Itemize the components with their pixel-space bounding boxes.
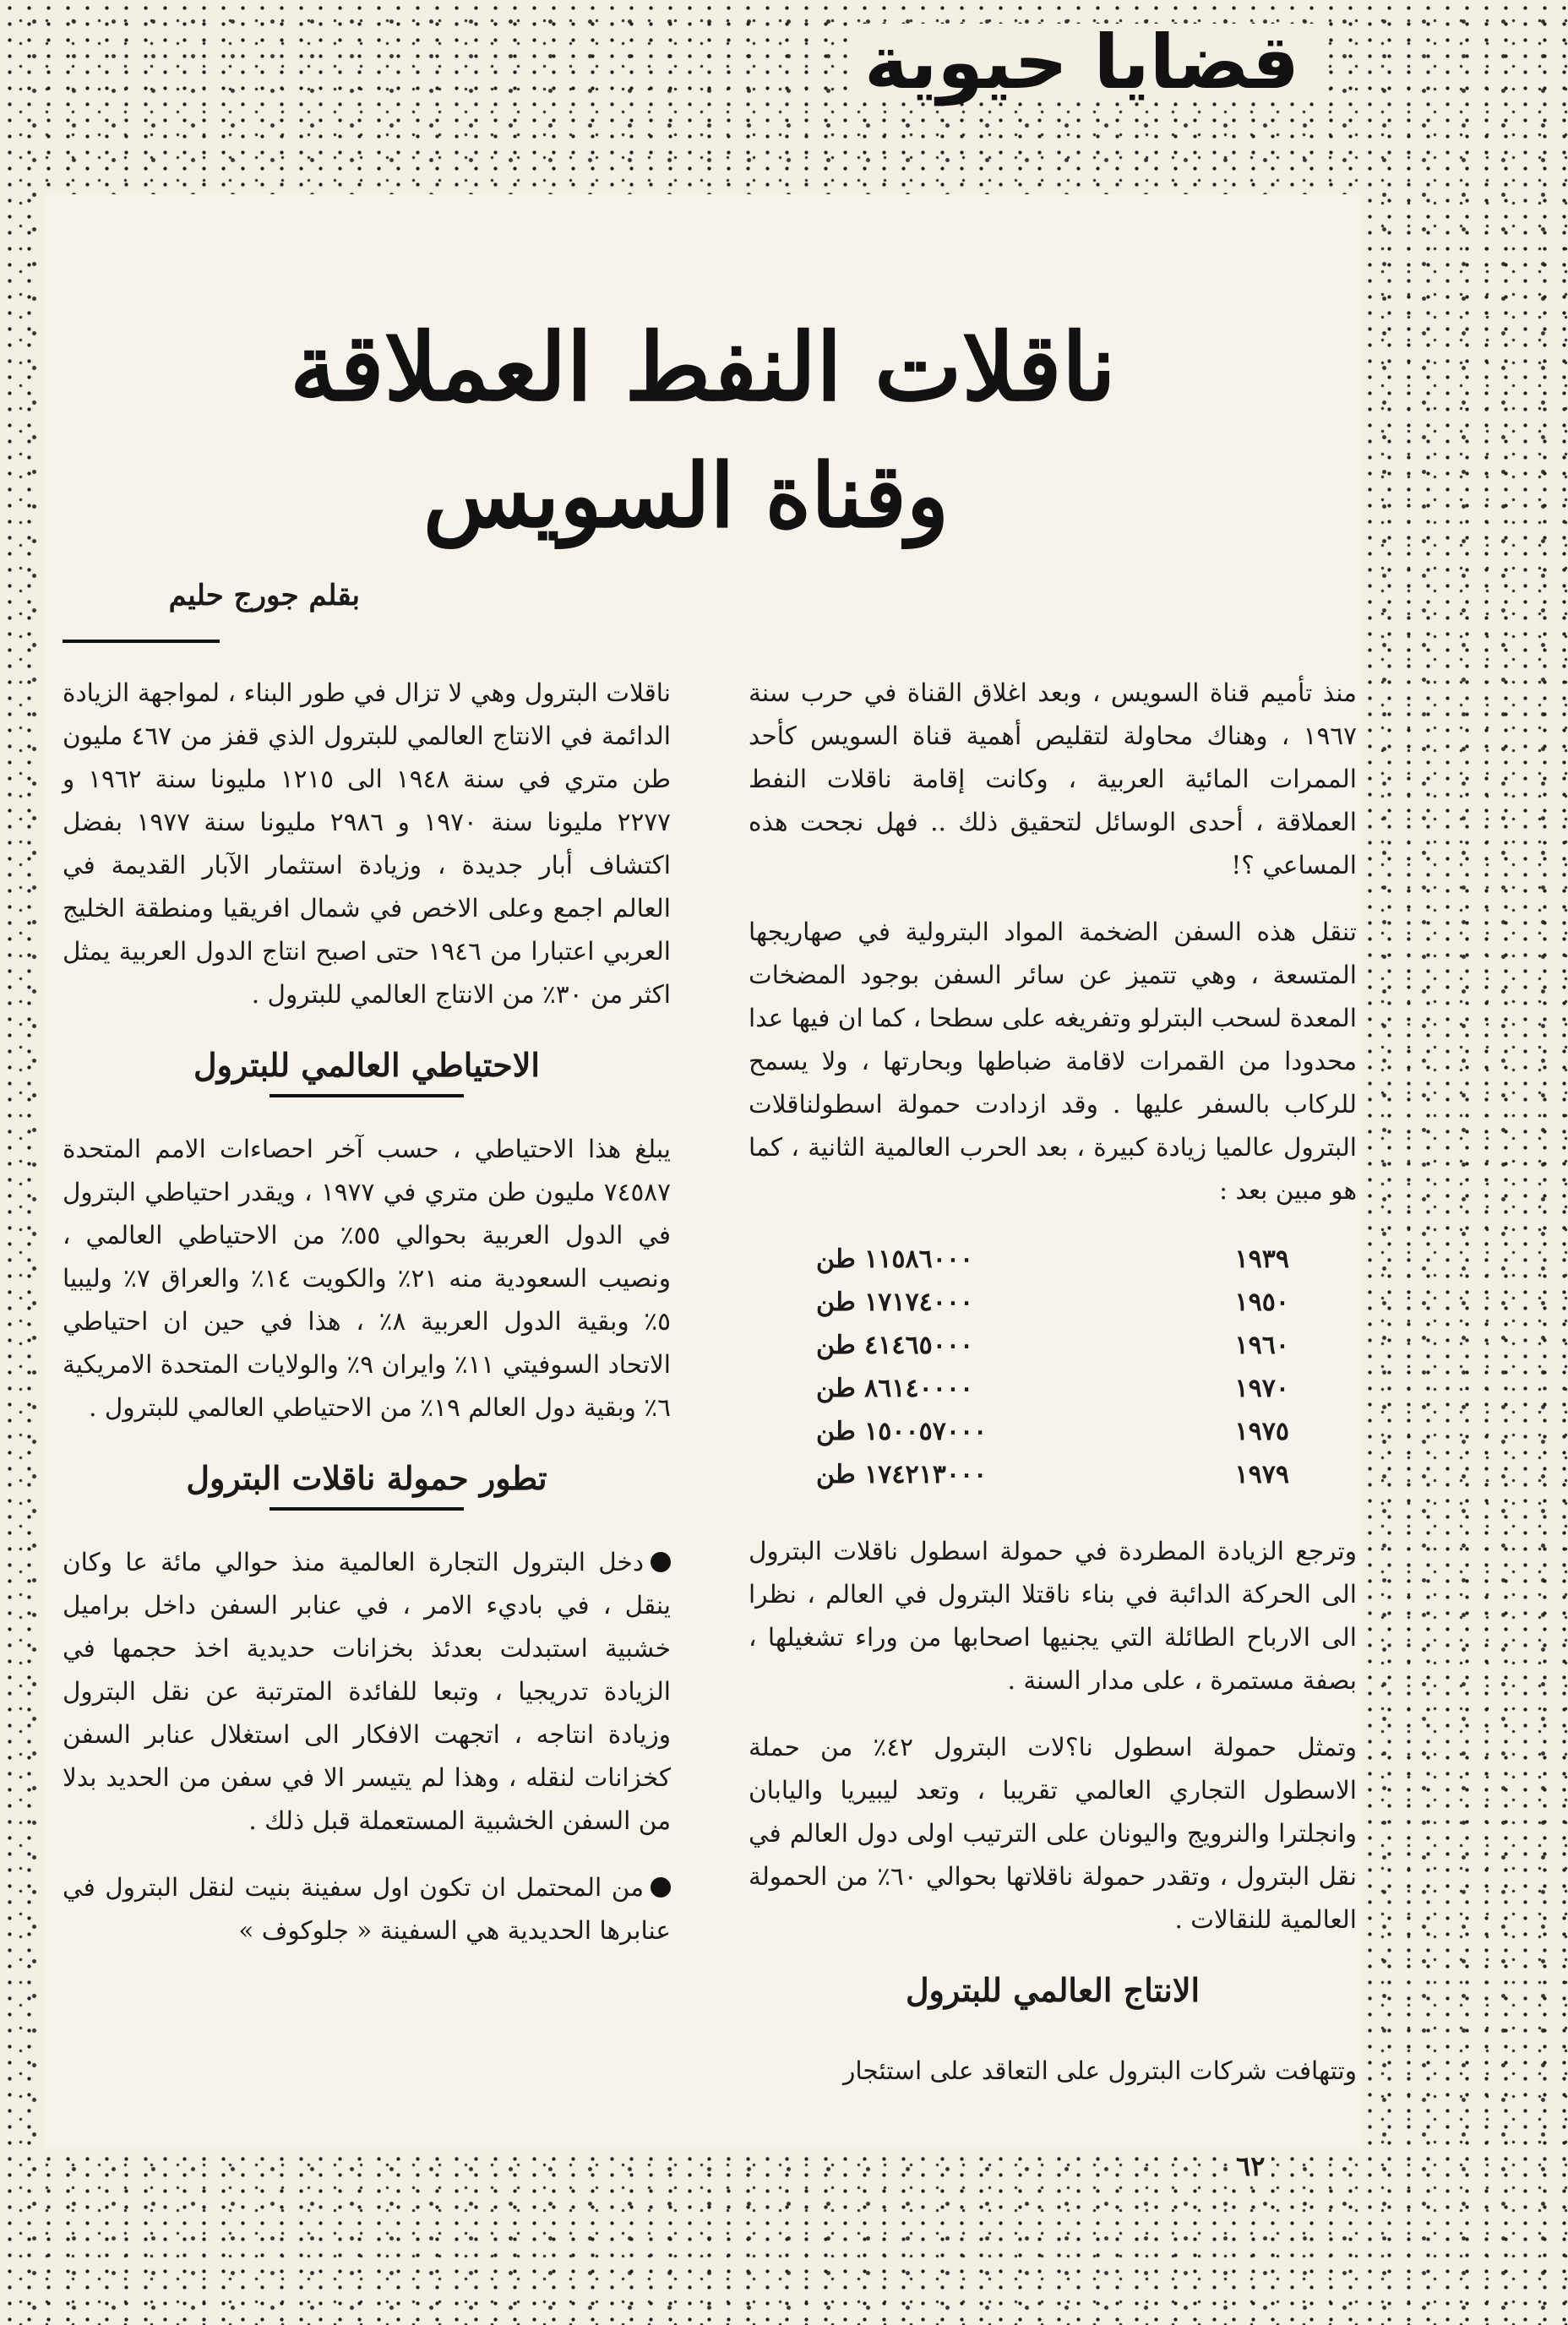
paragraph-text: دخل البترول التجارة العالمية منذ حوالي مائة عا وكان ينقل ، في باديء الامر ، في عنابر السفن داخل براميل خشبية استبدلت بعدئذ بخزانات حديدية اخذ حجمها في الزيادة تدريجيا ، وتبعا للفائدة المترتبة عن نقل البترول وزيادة انتاجه ، اتجهت الافكار الى استغلال عنابر السفن كخزانات لنقله ، وهذا لم يتيسر الا في سفن من الحديد بدلا من السفن الخشبية المستعملة قبل ذلك . bbox=[63, 1548, 671, 1835]
bullet-icon bbox=[651, 1552, 671, 1572]
table-cell-year: ١٩٥٠ bbox=[1234, 1288, 1289, 1317]
byline-divider bbox=[63, 640, 220, 643]
table-cell-year: ١٩٦٠ bbox=[1234, 1331, 1289, 1360]
left-column bbox=[63, 672, 671, 1976]
table-cell-tons: ١٥٠٠٥٧٠٠٠ طن bbox=[816, 1417, 988, 1446]
page-number: ٦٢ bbox=[1229, 2150, 1271, 2182]
paragraph: وترجع الزيادة المطردة في حمولة اسطول ناقلات البترول الى الحركة الدائبة في بناء ناقتلا البترول في العالم ، نظرا الى الارباح الطائلة التي يجنيها اصحابها من وراء تشغيلها ، بصفة مستمرة ، على مدار السنة . bbox=[749, 1537, 1357, 1695]
table-row bbox=[816, 1367, 1289, 1410]
paragraph: تنقل هذه السفن الضخمة المواد البترولية في صهاريجها المتسعة ، وهي تتميز عن سائر السفن بوجود المضخات المعدة لسحب البترلو وتفريغه على سطحا ، كما ان فيها عدا محدودا من القمرات لاقامة ضباطها وبحارتها ، ولا يسمح للركاب بالسفر عليها . وقد ازدادت حمولة اسطولناقلات البترول عالميا زيادة كبيرة ، بعد الحرب العالمية الثانية ، كما هو مبين بعد : bbox=[749, 917, 1357, 1205]
bulleted-paragraph bbox=[63, 1541, 671, 1843]
section-heading: تطور حمولة ناقلات البترول bbox=[186, 1459, 547, 1497]
heading-divider bbox=[270, 1094, 464, 1097]
table-cell-year: ١٩٧٩ bbox=[1234, 1460, 1289, 1489]
section-heading: الاحتياطي العالمي للبترول bbox=[193, 1046, 540, 1084]
table-cell-year: ١٩٧٠ bbox=[1234, 1374, 1289, 1403]
paragraph-text: من المحتمل ان تكون اول سفينة بنيت لنقل البترول في عنابرها الحديدية هي السفينة « جلوكوف » bbox=[63, 1873, 671, 1945]
tanker-tonnage-table bbox=[816, 1238, 1289, 1496]
bulleted-paragraph bbox=[63, 1866, 671, 1952]
section-heading: الانتاج العالمي للبترول bbox=[905, 1971, 1200, 2009]
paragraph: ناقلات البترول وهي لا تزال في طور البناء ، لمواجهة الزيادة الدائمة في الانتاج العالمي للبترول الذي قفز من ٤٦٧ مليون طن متري في سنة ١٩٤٨ الى ١٢١٥ مليونا سنة ١٩٦٢ و ٢٢٧٧ مليونا سنة ١٩٧٠ و ٢٩٨٦ مليونا سنة ١٩٧٧ بفضل اكتشاف أبار جديدة ، وزيادة استثمار الآبار القديمة في العالم اجمع وعلى الاخص في شمال افريقيا ومنطقة الخليج العربي اعتبارا من ١٩٤٦ حتى اصبح انتاج الدول العربية يمثل اكثر من ٣٠٪ من الانتاج العالمي للبترول . bbox=[63, 678, 672, 1009]
table-cell-tons: ١١٥٨٦٠٠٠ طن bbox=[816, 1244, 974, 1274]
table-cell-year: ١٩٧٥ bbox=[1234, 1417, 1289, 1446]
table-cell-tons: ١٧٤٢١٣٠٠٠ طن bbox=[816, 1460, 988, 1489]
table-cell-tons: ٤١٤٦٥٠٠٠ طن bbox=[816, 1331, 974, 1360]
article-page bbox=[44, 194, 1362, 2148]
table-cell-year: ١٩٣٩ bbox=[1234, 1244, 1289, 1274]
table-cell-tons: ١٧١٧٤٠٠٠ طن bbox=[816, 1288, 974, 1317]
paragraph: وتمثل حمولة اسطول نا؟لات البترول ٤٢٪ من حملة الاسطول التجاري العالمي تقريبا ، وتعد ليبيريا واليابان وانجلترا والنرويج واليونان على الترتيب اولى دول العالم في نقل البترول ، وتقدر حمولة ناقلاتها بحوالي ٦٠٪ من الحمولة العالمية للنقالات . bbox=[749, 1733, 1357, 1934]
table-row bbox=[816, 1281, 1289, 1324]
paragraph: منذ تأميم قناة السويس ، وبعد اغلاق القناة في حرب سنة ١٩٦٧ ، وهناك محاولة لتقليص أهمية قناة السويس كأحد الممرات المائية العربية ، وكانت إقامة ناقلات النفط العملاقة ، أحدى الوسائل لتحقيق ذلك .. فهل نجحت هذه المساعي ؟! bbox=[749, 678, 1357, 879]
table-row bbox=[816, 1238, 1289, 1281]
article-title-line-2: وقناة السويس bbox=[422, 444, 950, 547]
table-cell-tons: ٨٦١٤٠٠٠٠ طن bbox=[816, 1374, 974, 1403]
article-title-line-1: ناقلات النفط العملاقة bbox=[290, 313, 1116, 422]
heading-divider bbox=[270, 1507, 464, 1511]
section-header: قضايا حيوية bbox=[849, 24, 1315, 101]
bullet-icon bbox=[651, 1877, 671, 1898]
author-byline: بقلم جورج حليم bbox=[168, 579, 360, 613]
right-column bbox=[749, 672, 1357, 2116]
paragraph: وتتهافت شركات البترول على التعاقد على استئجار bbox=[843, 2056, 1357, 2085]
table-row bbox=[816, 1453, 1289, 1496]
table-row bbox=[816, 1324, 1289, 1367]
paragraph: يبلغ هذا الاحتياطي ، حسب آخر احصاءات الامم المتحدة ٧٤٥٨٧ مليون طن متري في ١٩٧٧ ، ويقدر احتياطي البترول في الدول العربية بحوالي ٥٥٪ من الاحتياطي العالمي ، ونصيب السعودية منه ٢١٪ والكويت ١٤٪ والعراق ٧٪ وليبيا ٥٪ وبقية الدول العربية ٨٪ ، هذا في حين ان احتياطي الاتحاد السوفيتي ١١٪ وايران ٩٪ والولايات المتحدة الامريكية ٦٪ وبقية دول العالم ١٩٪ من الاحتياطي العالمي للبترول . bbox=[63, 1135, 671, 1422]
table-row bbox=[816, 1410, 1289, 1453]
